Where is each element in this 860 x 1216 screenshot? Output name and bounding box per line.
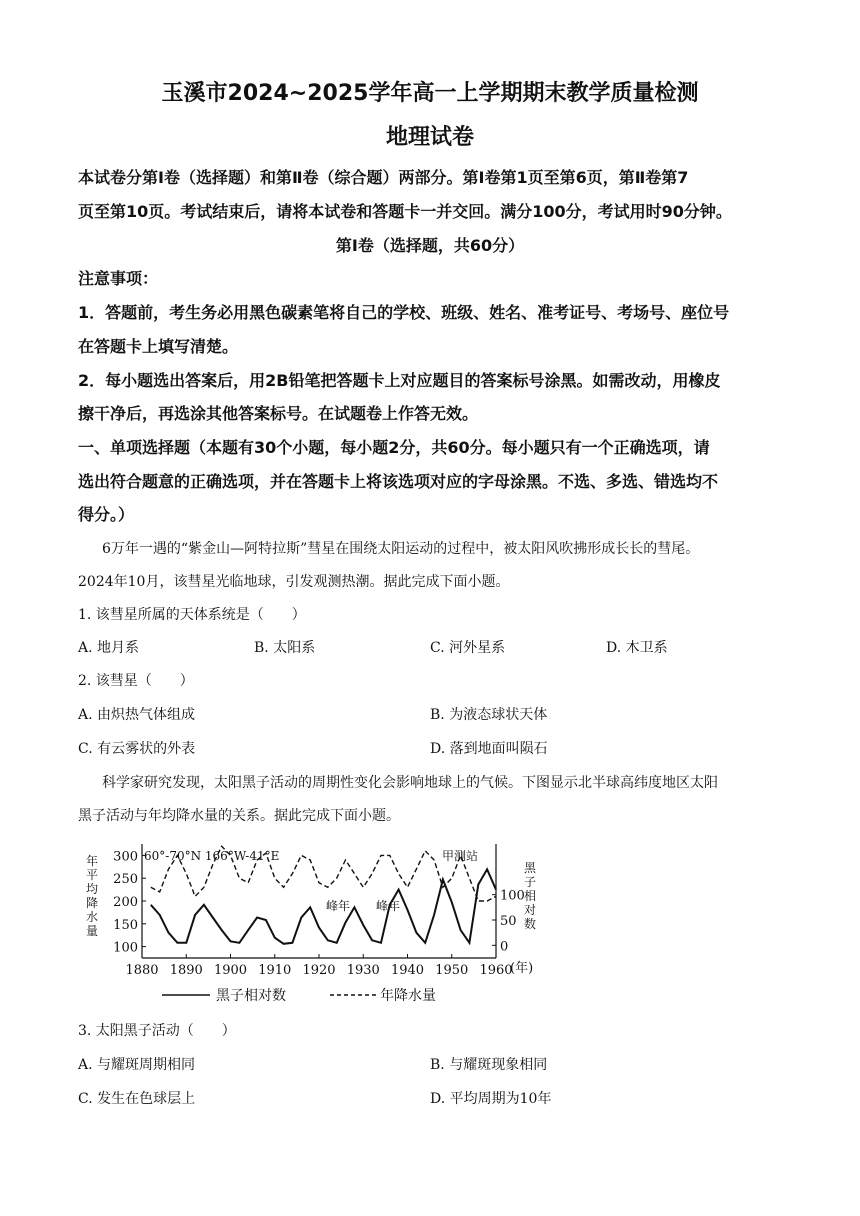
question-3-option-b: B. 与耀斑现象相同 bbox=[430, 1057, 548, 1073]
x-tick-label: 1950 bbox=[435, 963, 469, 978]
y-axis-right-label: 对 bbox=[523, 903, 537, 917]
question-2-option-b: B. 为液态球状天体 bbox=[430, 707, 548, 723]
notice-title: 注意事项： bbox=[78, 269, 159, 288]
intro-line-1: 本试卷分第Ⅰ卷（选择题）和第Ⅱ卷（综合题）两部分。第Ⅰ卷第1页至第6页，第Ⅱ卷第7 bbox=[78, 168, 689, 187]
question-3-stem: 3. 太阳黑子活动（ ） bbox=[78, 1023, 236, 1039]
chart-peak-label-2: 峰年 bbox=[376, 899, 401, 913]
x-tick-label: 1930 bbox=[346, 963, 380, 978]
question-2-option-a: A. 由炽热气体组成 bbox=[78, 707, 196, 723]
question-1-option-c: C. 河外星系 bbox=[430, 640, 506, 656]
chart-peak-label-1: 峰年 bbox=[326, 899, 351, 913]
y-axis-right-label: 子 bbox=[523, 875, 537, 889]
y-left-tick-label: 200 bbox=[113, 895, 138, 910]
legend-precip-label: 年降水量 bbox=[380, 988, 436, 1004]
x-tick-label: 1960 bbox=[479, 963, 513, 978]
question-1-option-b: B. 太阳系 bbox=[254, 640, 316, 656]
question-3-option-d: D. 平均周期为10年 bbox=[430, 1091, 552, 1107]
question-2-option-c: C. 有云雾状的外表 bbox=[78, 741, 196, 757]
passage-1-line-2: 2024年10月，该彗星光临地球，引发观测热潮。据此完成下面小题。 bbox=[78, 574, 510, 590]
y-axis-left-label: 量 bbox=[85, 924, 99, 938]
x-axis-unit: (年) bbox=[510, 961, 534, 976]
y-axis-right-label: 相 bbox=[523, 889, 537, 903]
passage-1-line-1: 6万年一遇的“紫金山—阿特拉斯”彗星在围绕太阳运动的过程中，被太阳风吹拂形成长长的彗尾。 bbox=[102, 541, 700, 557]
y-left-tick-label: 300 bbox=[113, 849, 138, 865]
y-left-tick-label: 250 bbox=[113, 872, 138, 888]
question-3-option-a: A. 与耀斑周期相同 bbox=[78, 1057, 196, 1073]
part-1-instructions-line-2: 选出符合题意的正确选项，并在答题卡上将该选项对应的字母涂黑。不选、多选、错选均不 bbox=[78, 472, 719, 491]
y-axis-left-label: 年 bbox=[85, 854, 99, 868]
sunspot-precipitation-chart bbox=[78, 838, 538, 1013]
y-axis-left-label: 均 bbox=[85, 882, 99, 896]
page-subtitle: 地理试卷 bbox=[385, 125, 474, 150]
notice-1-line-1: 1．答题前，考生务必用黑色碳素笔将自己的学校、班级、姓名、准考证号、考场号、座位号 bbox=[78, 303, 730, 322]
y-axis-left-label: 水 bbox=[85, 910, 99, 924]
sunspot-series-line bbox=[151, 869, 496, 944]
x-tick-label: 1910 bbox=[258, 963, 292, 978]
chart-annotation-station: 甲测站 bbox=[442, 849, 479, 863]
part-1-instructions-line-1: 一、单项选择题（本题有30个小题，每小题2分，共60分。每小题只有一个正确选项，请 bbox=[78, 438, 710, 457]
question-3-option-c: C. 发生在色球层上 bbox=[78, 1091, 196, 1107]
y-axis-right-label: 黑 bbox=[523, 861, 537, 875]
question-1-option-d: D. 木卫系 bbox=[606, 640, 668, 656]
y-right-tick-label: 0 bbox=[500, 939, 509, 955]
page-title: 玉溪市2024~2025学年高一上学期期末教学质量检测 bbox=[161, 81, 699, 106]
y-axis-left-label: 降 bbox=[85, 896, 99, 910]
part-1-instructions-line-3: 得分。） bbox=[78, 505, 135, 524]
section-heading: 第Ⅰ卷（选择题，共60分） bbox=[335, 236, 525, 255]
question-2-option-d: D. 落到地面叫陨石 bbox=[430, 741, 548, 757]
question-1-option-a: A. 地月系 bbox=[78, 640, 140, 656]
passage-2-line-2: 黑子活动与年均降水量的关系。据此完成下面小题。 bbox=[78, 808, 400, 824]
y-axis-left-label: 平 bbox=[85, 868, 99, 882]
x-tick-label: 1900 bbox=[213, 963, 248, 978]
legend-sunspot-label: 黑子相对数 bbox=[216, 988, 286, 1004]
question-1-stem: 1. 该彗星所属的天体系统是（ ） bbox=[78, 607, 306, 623]
x-tick-label: 1940 bbox=[390, 963, 425, 978]
x-tick-label: 1890 bbox=[169, 963, 203, 978]
y-left-tick-label: 150 bbox=[113, 917, 138, 933]
y-right-tick-label: 100 bbox=[500, 888, 525, 904]
y-right-tick-label: 50 bbox=[500, 914, 517, 929]
notice-2-line-2: 擦干净后，再选涂其他答案标号。在试题卷上作答无效。 bbox=[78, 404, 479, 423]
x-tick-label: 1920 bbox=[302, 963, 336, 978]
notice-1-line-2: 在答题卡上填写清楚。 bbox=[78, 337, 239, 356]
notice-2-line-1: 2．每小题选出答案后，用2B铅笔把答题卡上对应题目的答案标号涂黑。如需改动，用橡皮 bbox=[78, 371, 721, 390]
passage-2-line-1: 科学家研究发现，太阳黑子活动的周期性变化会影响地球上的气候。下图显示北半球高纬度地区太阳 bbox=[102, 775, 718, 791]
chart-annotation-location: 60°-70°N 166°W-41°E bbox=[144, 849, 280, 863]
y-axis-right-label: 数 bbox=[523, 917, 537, 931]
y-left-tick-label: 100 bbox=[113, 940, 138, 956]
question-2-stem: 2. 该彗星（ ） bbox=[78, 673, 194, 689]
x-tick-label: 1880 bbox=[125, 963, 159, 978]
intro-line-2: 页至第10页。考试结束后，请将本试卷和答题卡一并交回。满分100分，考试用时90分钟。 bbox=[78, 202, 732, 221]
